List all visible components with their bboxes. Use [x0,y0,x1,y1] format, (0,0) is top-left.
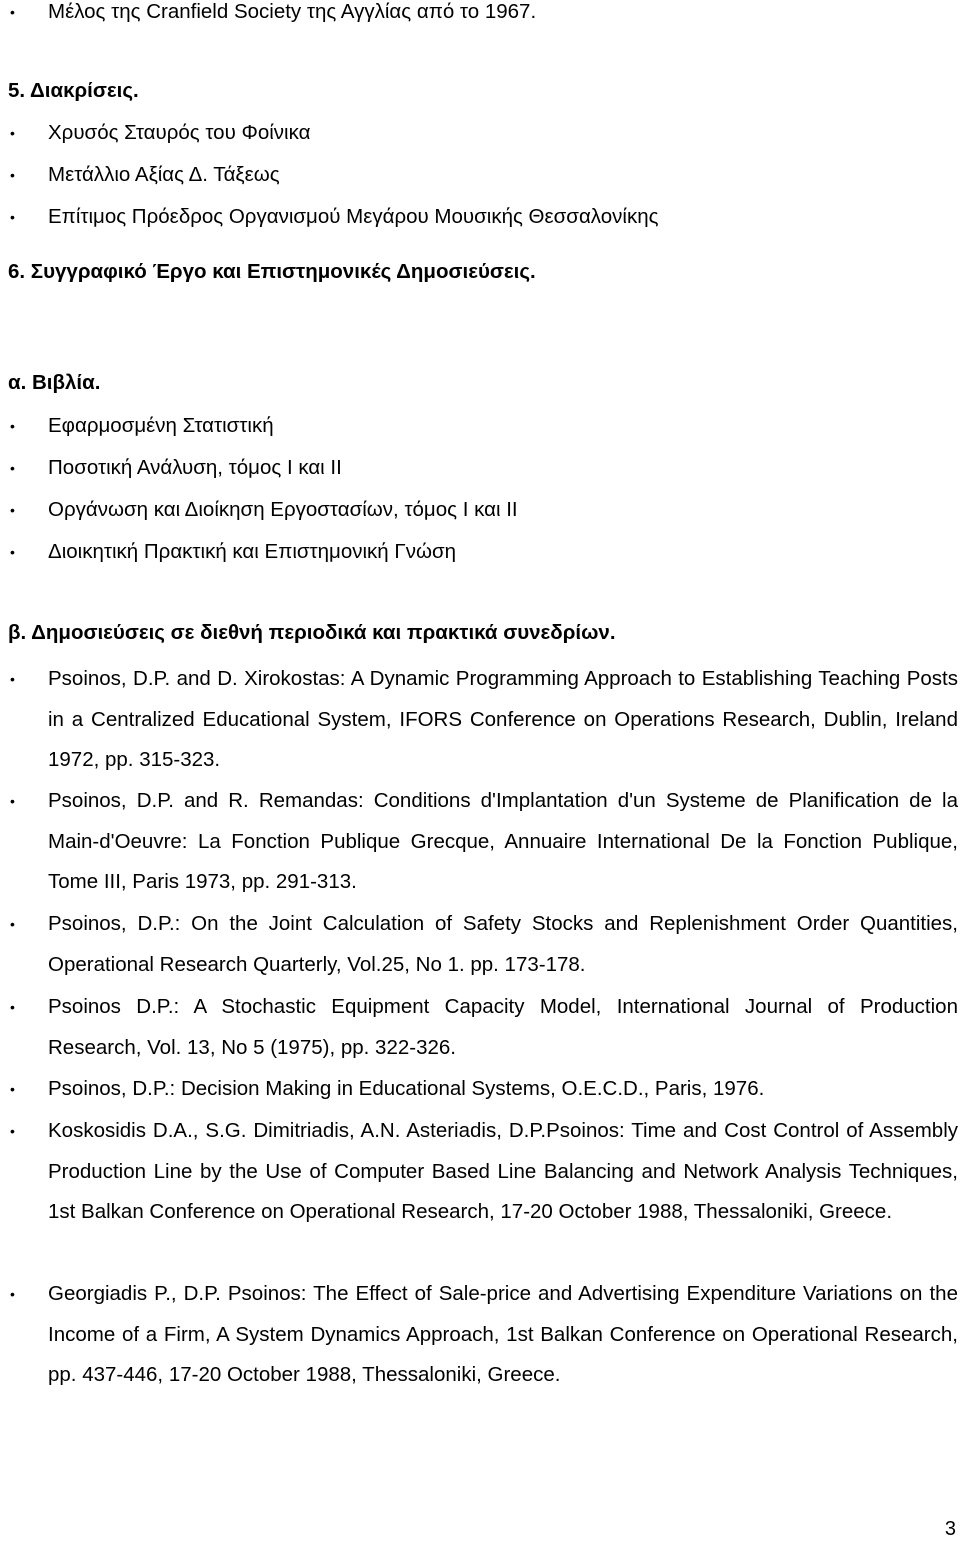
distinction-text: Χρυσός Σταυρός του Φοίνικα [48,121,311,144]
bullet-icon: • [10,671,15,687]
publication-text: Psoinos, D.P. and D. Xirokostas: A Dynamic Programming Approach to Establishing Teaching Posts in a Centralized Educational System, IFORS Conference on Operations Research, Dublin, Ireland 1972, pp. 315-323. [48,667,958,772]
publication-text: Psoinos D.P.: A Stochastic Equipment Capacity Model, International Journal of Production Research, Vol. 13, No 5 (1975), pp. 322-326. [48,995,958,1059]
bullet-icon: • [10,4,15,20]
bullet-icon: • [10,460,15,476]
membership-text: Μέλος της Cranfield Society της Αγγλίας από το 1967. [48,0,537,23]
bullet-icon: • [10,125,15,141]
bullet-icon: • [10,502,15,518]
page-number: 3 [944,1518,956,1540]
distinction-item [10,113,958,154]
book-title: Ποσοτική Ανάλυση, τόμος I και II [48,456,342,479]
bullet-icon: • [10,999,15,1015]
publication-text: Psoinos, D.P. and R. Remandas: Conditions d'Implantation d'un Systeme de Planification de la Main-d'Oeuvre: La Fonction Publique Grecque, Annuaire International De la Fonction Publique, Tome III, Paris 1973, pp. 291-313. [48,789,958,894]
book-title: Εφαρμοσμένη Στατιστική [48,414,274,437]
publication-item [10,987,958,1068]
distinction-item [10,197,958,238]
section-heading-distinctions: 5. Διακρίσεις. [8,79,139,102]
section-heading-works: 6. Συγγραφικό Έργο και Επιστημονικές Δημοσιεύσεις. [8,260,536,283]
publication-text: Georgiadis P., D.P. Psoinos: The Effect of Sale-price and Advertising Expenditure Variations on the Income of a Firm, A System Dynamics Approach, 1st Balkan Conference on Operational Research, pp. 437-446, 17-20 October 1988, Thessaloniki, Greece. [48,1282,958,1387]
book-title: Οργάνωση και Διοίκηση Εργοστασίων, τόμος I και II [48,498,518,521]
section-heading-publications: β. Δημοσιεύσεις σε διεθνή περιοδικά και πρακτικά συνεδρίων. [8,621,616,644]
publication-text: Psoinos, D.P.: Decision Making in Educational Systems, O.E.C.D., Paris, 1976. [48,1077,765,1100]
bullet-icon: • [10,793,15,809]
publication-text: Psoinos, D.P.: On the Joint Calculation of Safety Stocks and Replenishment Order Quantities, Operational Research Quarterly, Vol.25, No 1. pp. 173-178. [48,912,958,976]
bullet-icon: • [10,544,15,560]
publication-item [10,1274,958,1396]
book-item [10,490,958,531]
publication-item [10,904,958,985]
book-title: Διοικητική Πρακτική και Επιστημονική Γνώση [48,540,457,563]
bullet-icon: • [10,916,15,932]
distinction-text: Επίτιμος Πρόεδρος Οργανισμού Μεγάρου Μουσικής Θεσσαλονίκης [48,205,659,228]
publication-item [10,659,958,781]
membership-item [10,0,958,33]
publication-item [10,1069,958,1110]
publication-item [10,1111,958,1233]
book-item [10,448,958,489]
distinction-item [10,155,958,196]
bullet-icon: • [10,167,15,183]
bullet-icon: • [10,1081,15,1097]
bullet-icon: • [10,1286,15,1302]
section-heading-books: α. Βιβλία. [8,371,101,394]
book-item [10,406,958,447]
distinction-text: Μετάλλιο Αξίας Δ. Τάξεως [48,163,280,186]
bullet-icon: • [10,418,15,434]
publication-item [10,781,958,903]
bullet-icon: • [10,1123,15,1139]
bullet-icon: • [10,209,15,225]
publication-text: Koskosidis D.A., S.G. Dimitriadis, A.N. Asteriadis, D.P.Psoinos: Time and Cost Control of Assembly Production Line by the Use of Computer Based Line Balancing and Network Analysis Techniques, 1st Balkan Conference on Operational Research, 17-20 October 1988, Thessaloniki, Greece. [48,1119,958,1224]
book-item [10,532,958,573]
